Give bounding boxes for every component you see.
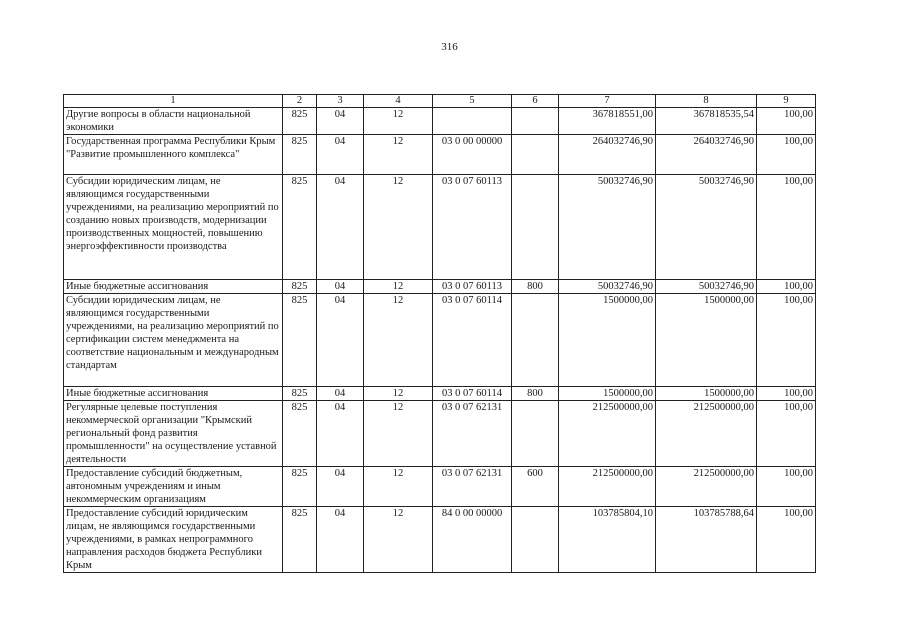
row-subsection: 12 xyxy=(364,175,433,280)
row-executed-amount: 264032746,90 xyxy=(656,135,757,175)
row-executed-amount: 212500000,00 xyxy=(656,401,757,467)
row-target-article: 03 0 07 60114 xyxy=(433,387,512,401)
row-executed-amount: 103785788,64 xyxy=(656,507,757,573)
row-section: 04 xyxy=(317,108,364,135)
row-percent: 100,00 xyxy=(757,294,816,387)
row-subsection: 12 xyxy=(364,401,433,467)
header-row xyxy=(64,95,816,108)
row-section: 04 xyxy=(317,294,364,387)
table-row xyxy=(64,175,816,280)
column-header: 4 xyxy=(364,95,433,108)
row-percent: 100,00 xyxy=(757,387,816,401)
column-header: 5 xyxy=(433,95,512,108)
table-row xyxy=(64,467,816,507)
table-row xyxy=(64,507,816,573)
row-target-article xyxy=(433,108,512,135)
row-grbs: 825 xyxy=(283,387,317,401)
row-expense-type: 800 xyxy=(512,387,559,401)
row-name: Иные бюджетные ассигнования xyxy=(64,387,283,401)
row-expense-type: 800 xyxy=(512,280,559,294)
row-name: Предоставление субсидий юридическим лицам, не являющимся государственными учреждениями, в рамках непрограммного направления расходов бюджета Республики Крым xyxy=(64,507,283,573)
row-name: Субсидии юридическим лицам, не являющимся государственными учреждениями, на реализацию мероприятий по сертификации систем менеджмента на соответствие национальным и международным стандартам xyxy=(64,294,283,387)
row-grbs: 825 xyxy=(283,401,317,467)
table-row xyxy=(64,135,816,175)
row-section: 04 xyxy=(317,135,364,175)
row-planned-amount: 50032746,90 xyxy=(559,280,656,294)
row-percent: 100,00 xyxy=(757,135,816,175)
row-section: 04 xyxy=(317,507,364,573)
row-expense-type xyxy=(512,401,559,467)
row-percent: 100,00 xyxy=(757,401,816,467)
row-target-article: 03 0 07 62131 xyxy=(433,467,512,507)
page-number: 316 xyxy=(441,41,458,53)
table-row xyxy=(64,401,816,467)
row-expense-type xyxy=(512,294,559,387)
row-target-article: 03 0 07 60113 xyxy=(433,175,512,280)
row-section: 04 xyxy=(317,387,364,401)
row-name: Другие вопросы в области национальной экономики xyxy=(64,108,283,135)
row-grbs: 825 xyxy=(283,108,317,135)
table-row xyxy=(64,280,816,294)
row-percent: 100,00 xyxy=(757,280,816,294)
row-planned-amount: 212500000,00 xyxy=(559,467,656,507)
row-percent: 100,00 xyxy=(757,507,816,573)
row-target-article: 03 0 07 62131 xyxy=(433,401,512,467)
row-name: Регулярные целевые поступления некоммерческой организации "Крымский региональный фонд развития промышленности" на осуществление уставной деятельности xyxy=(64,401,283,467)
row-executed-amount: 50032746,90 xyxy=(656,280,757,294)
row-target-article: 03 0 07 60113 xyxy=(433,280,512,294)
row-executed-amount: 367818535,54 xyxy=(656,108,757,135)
row-planned-amount: 1500000,00 xyxy=(559,387,656,401)
row-planned-amount: 212500000,00 xyxy=(559,401,656,467)
row-name: Предоставление субсидий бюджетным, автономным учреждениям и иным некоммерческим организациям xyxy=(64,467,283,507)
table-row xyxy=(64,108,816,135)
row-grbs: 825 xyxy=(283,175,317,280)
row-expense-type xyxy=(512,507,559,573)
row-percent: 100,00 xyxy=(757,467,816,507)
row-subsection: 12 xyxy=(364,467,433,507)
row-grbs: 825 xyxy=(283,294,317,387)
row-subsection: 12 xyxy=(364,280,433,294)
column-header: 2 xyxy=(283,95,317,108)
row-target-article: 84 0 00 00000 xyxy=(433,507,512,573)
row-name: Иные бюджетные ассигнования xyxy=(64,280,283,294)
row-executed-amount: 212500000,00 xyxy=(656,467,757,507)
row-subsection: 12 xyxy=(364,507,433,573)
row-executed-amount: 50032746,90 xyxy=(656,175,757,280)
row-planned-amount: 103785804,10 xyxy=(559,507,656,573)
row-target-article: 03 0 00 00000 xyxy=(433,135,512,175)
table-row xyxy=(64,387,816,401)
row-executed-amount: 1500000,00 xyxy=(656,387,757,401)
row-percent: 100,00 xyxy=(757,108,816,135)
row-section: 04 xyxy=(317,280,364,294)
row-expense-type xyxy=(512,135,559,175)
row-executed-amount: 1500000,00 xyxy=(656,294,757,387)
row-percent: 100,00 xyxy=(757,175,816,280)
row-section: 04 xyxy=(317,175,364,280)
row-grbs: 825 xyxy=(283,467,317,507)
row-subsection: 12 xyxy=(364,135,433,175)
row-subsection: 12 xyxy=(364,108,433,135)
row-planned-amount: 367818551,00 xyxy=(559,108,656,135)
row-section: 04 xyxy=(317,467,364,507)
column-header: 1 xyxy=(64,95,283,108)
row-subsection: 12 xyxy=(364,294,433,387)
column-header: 8 xyxy=(656,95,757,108)
row-grbs: 825 xyxy=(283,135,317,175)
row-planned-amount: 50032746,90 xyxy=(559,175,656,280)
column-header: 7 xyxy=(559,95,656,108)
column-header: 9 xyxy=(757,95,816,108)
column-header: 3 xyxy=(317,95,364,108)
row-section: 04 xyxy=(317,401,364,467)
row-subsection: 12 xyxy=(364,387,433,401)
row-planned-amount: 264032746,90 xyxy=(559,135,656,175)
row-target-article: 03 0 07 60114 xyxy=(433,294,512,387)
row-grbs: 825 xyxy=(283,280,317,294)
table-row xyxy=(64,294,816,387)
row-name: Субсидии юридическим лицам, не являющимся государственными учреждениями, на реализацию мероприятий по созданию новых производств, модернизации производственных мощностей, повышению энергоэффективности производства xyxy=(64,175,283,280)
row-expense-type xyxy=(512,175,559,280)
row-expense-type xyxy=(512,108,559,135)
row-planned-amount: 1500000,00 xyxy=(559,294,656,387)
budget-table xyxy=(63,94,816,573)
column-header: 6 xyxy=(512,95,559,108)
row-grbs: 825 xyxy=(283,507,317,573)
row-name: Государственная программа Республики Крым "Развитие промышленного комплекса" xyxy=(64,135,283,175)
row-expense-type: 600 xyxy=(512,467,559,507)
